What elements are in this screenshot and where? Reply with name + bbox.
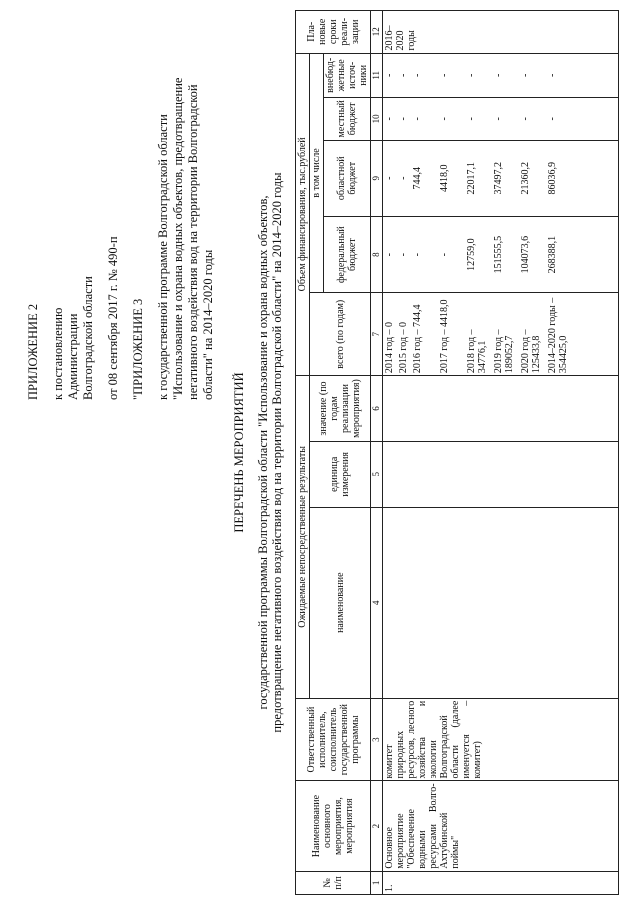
federal-2014: - (384, 252, 395, 257)
row-number: 1. (383, 871, 619, 894)
col-results-header: Ожидаемые непосредственные результаты (296, 376, 310, 699)
local-2014: - (384, 117, 395, 121)
column-number: 1 (371, 871, 383, 894)
federal-2017: - (439, 252, 450, 257)
local-2017: - (439, 117, 450, 121)
result-value-cell (383, 376, 619, 442)
column-number: 7 (371, 293, 383, 376)
column-number: 11 (371, 53, 383, 98)
col-result-name-header: наименование (310, 507, 371, 698)
funding-total-2020: 2020 год – 125433,8 (520, 329, 542, 374)
regional-2015: - (398, 176, 409, 180)
measure-name: Основное мероприятие "Обеспечение водными ресурсами Волго-Ахтубинской поймы" (383, 781, 619, 871)
extra-2016: - (412, 73, 423, 77)
local-2015: - (398, 117, 409, 121)
column-number: 3 (371, 698, 383, 781)
column-number: 8 (371, 216, 383, 292)
column-number: 5 (371, 441, 383, 507)
result-unit-cell (383, 441, 619, 507)
header-row-1 (296, 11, 310, 895)
resolution-date: от 08 сентября 2017 г. № 490-п (106, 236, 120, 400)
measures-table (295, 10, 619, 895)
funding-local-cell (383, 98, 619, 140)
col-local-header: местный бюджет (324, 98, 371, 140)
funding-federal-cell (383, 216, 619, 292)
local-2020: - (520, 117, 531, 121)
regional-2018: 22017,1 (466, 161, 477, 195)
col-name-header: Наименование основного мероприятия, мероприятия (296, 781, 371, 871)
extra-2015: - (398, 73, 409, 77)
appendix-header (26, 78, 216, 401)
column-number: 6 (371, 376, 383, 442)
program-line-2: "Использование и охрана водных объектов, предотвращение (171, 77, 185, 400)
funding-total-2014: 2014 год – 0 (384, 321, 395, 374)
funding-total-2016: 2016 год – 744,4 (412, 304, 423, 374)
funding-total-2017: 2017 год – 4418,0 (439, 299, 450, 374)
federal-2015: - (398, 252, 409, 257)
column-number: 4 (371, 507, 383, 698)
measure-terms: 2016–2020 годы (383, 11, 619, 54)
column-number: 2 (371, 781, 383, 871)
funding-extrabudget-cell (383, 53, 619, 98)
col-executor-header: Ответственный исполнитель, соисполнитель государственной программы (296, 698, 371, 781)
administration: Администрации (66, 313, 80, 400)
col-terms-header: Пла-новые сроки реали-зации (296, 11, 371, 54)
funding-regional-cell (383, 140, 619, 216)
extra-2019: - (493, 73, 504, 77)
federal-2016: - (412, 252, 423, 257)
funding-total-2018: 2018 год – 34776,1 (466, 329, 488, 374)
col-regional-header: областной бюджет (324, 140, 371, 216)
col-num-header: № п/п (296, 871, 371, 894)
program-line-4: области" на 2014–2020 годы (201, 249, 215, 400)
regional-2016: 744,4 (412, 166, 423, 190)
extra-2014: - (384, 73, 395, 77)
local-2019: - (493, 117, 504, 121)
federal-2020: 104073,6 (520, 235, 531, 274)
regional-2017: 4418,0 (439, 164, 450, 192)
extra-2020: - (520, 73, 531, 77)
extra-2018: - (466, 73, 477, 77)
local-2018: - (466, 117, 477, 121)
funding-total-2015: 2015 год – 0 (398, 321, 409, 374)
appendix3-title: "ПРИЛОЖЕНИЕ 3 (131, 298, 145, 400)
regional-total: 86036,9 (547, 161, 558, 195)
col-total-header: всего (по годам) (310, 293, 371, 376)
column-number-row (371, 11, 383, 895)
program-line-1: к государственной программе Волгоградской области (156, 114, 170, 400)
to-resolution: к постановлению (51, 307, 65, 400)
title-heading: ПЕРЕЧЕНЬ МЕРОПРИЯТИЙ (232, 372, 246, 533)
column-number: 9 (371, 140, 383, 216)
measure-executor: комитет природных ресурсов, лесного хозяйства и экологии Волгоградской области (далее именуется – комитет) (383, 698, 619, 781)
col-unit-header: единица измерения (310, 441, 371, 507)
funding-total-2019: 2019 год – 189052,7 (493, 329, 515, 374)
col-value-header: значение (по годам реализации мероприятия) (310, 376, 371, 442)
document-title (232, 0, 284, 905)
result-name-cell (383, 507, 619, 698)
federal-total: 268388,1 (547, 235, 558, 274)
program-line-3: негативного воздействия вод на территории Волгоградской (186, 84, 200, 400)
extra-2017: - (439, 73, 450, 77)
federal-2019: 151555,5 (493, 235, 504, 274)
title-line-2: предотвращение негативного воздействия вод на территории Волгоградской области" на 2014–2020 годы (270, 172, 284, 733)
appendix-title: ПРИЛОЖЕНИЕ 2 (26, 303, 40, 400)
table-row (383, 11, 619, 895)
col-extrabudget-header: внебюд-жетные источ-ники (324, 53, 371, 98)
column-number: 10 (371, 98, 383, 140)
funding-total-all: 2014–2020 годы – 354425,0 (547, 297, 569, 374)
col-federal-header: федеральный бюджет (324, 216, 371, 292)
region: Волгоградской области (81, 276, 95, 400)
regional-2014: - (384, 176, 395, 180)
local-2016: - (412, 117, 423, 121)
col-including-header: в том числе (310, 53, 324, 293)
federal-2018: 12759,0 (466, 238, 477, 271)
extra-total: - (547, 73, 558, 77)
column-number: 12 (371, 11, 383, 54)
regional-2019: 37497,2 (493, 161, 504, 195)
title-line-1: государственной программы Волгоградской области "Использование и охрана водных объектов, (256, 195, 270, 710)
funding-total-cell (383, 293, 619, 376)
col-funding-header: Объем финансирования, тыс.рублей (296, 53, 310, 376)
regional-2020: 21360,2 (520, 161, 531, 195)
local-total: - (547, 117, 558, 121)
